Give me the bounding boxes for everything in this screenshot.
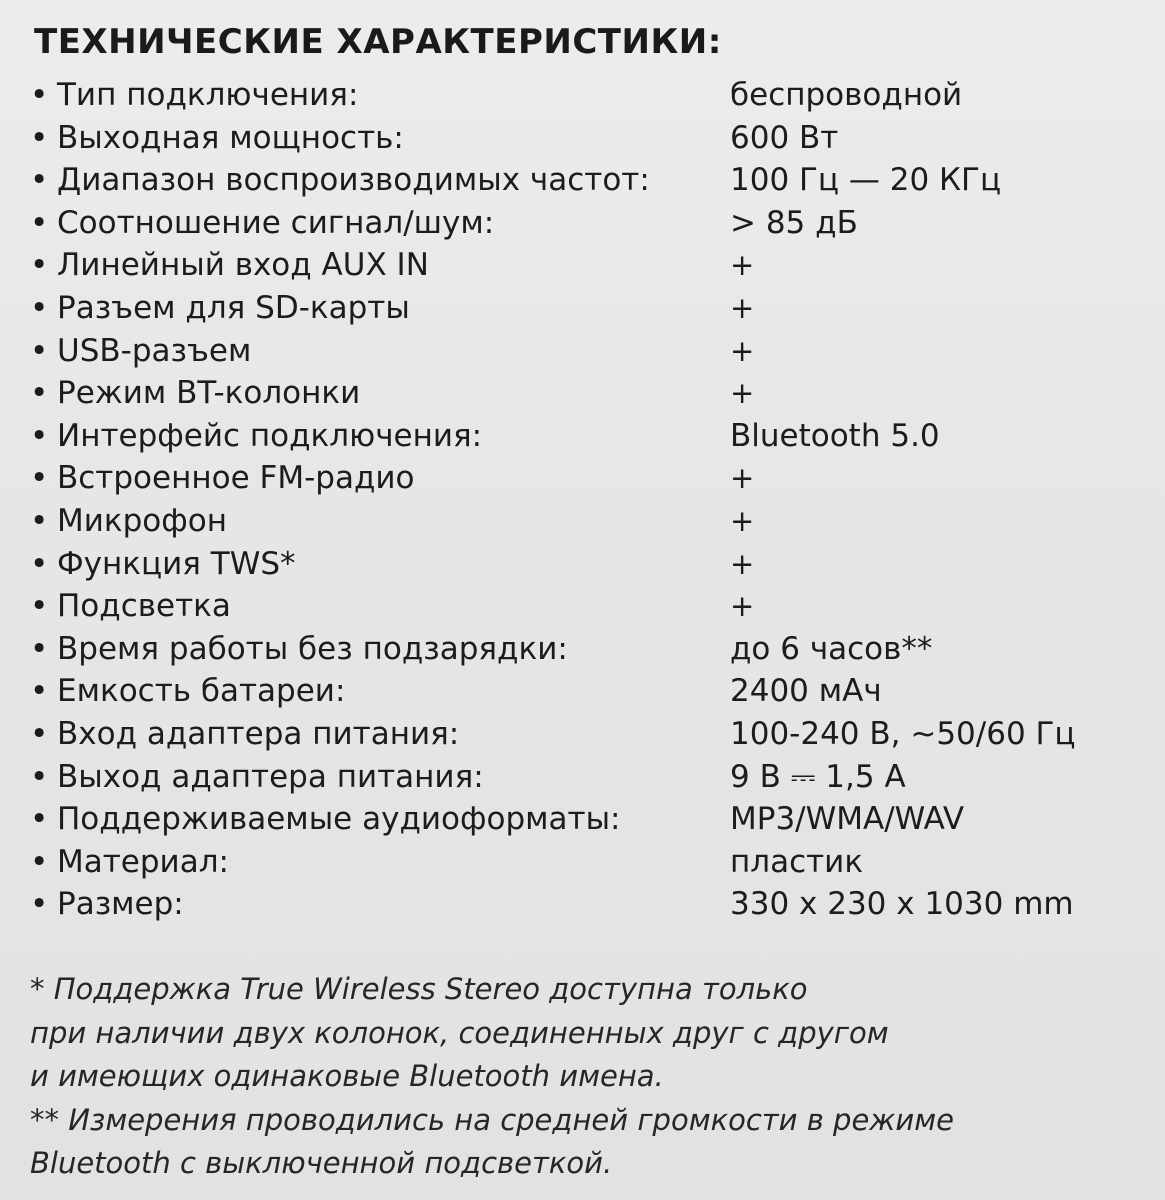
spec-row-usb xyxy=(30,330,1140,373)
spec-row-fm-radio xyxy=(30,457,1140,500)
bullet: • xyxy=(30,801,49,838)
spec-label: Соотношение сигнал/шум: xyxy=(57,204,495,241)
bullet: • xyxy=(30,77,49,113)
spec-label: Время работы без подзарядки: xyxy=(57,630,568,667)
footnote-line: Bluetooth с выключенной подсветкой. xyxy=(30,1146,613,1180)
spec-row-backlight xyxy=(30,585,1140,628)
spec-value: + xyxy=(730,376,755,411)
spec-label: Микрофон xyxy=(57,502,228,539)
spec-value: > 85 дБ xyxy=(730,204,858,241)
spec-label: Поддерживаемые аудиоформаты: xyxy=(57,801,621,838)
spec-value: 100 Гц — 20 КГц xyxy=(730,162,1002,199)
spec-row-audio-formats xyxy=(30,798,1140,841)
spec-row-battery-capacity xyxy=(30,670,1140,713)
bullet: • xyxy=(30,886,49,923)
spec-value: Bluetooth 5.0 xyxy=(730,417,940,454)
bullet: • xyxy=(30,204,49,241)
spec-value: пластик xyxy=(730,843,864,880)
bullet: • xyxy=(30,332,49,369)
spec-label: Тип подключения: xyxy=(57,77,359,113)
bullet: • xyxy=(30,843,49,880)
spec-row-bt-speaker-mode xyxy=(30,372,1140,415)
spec-label: Вход адаптера питания: xyxy=(57,715,460,752)
bullet: • xyxy=(30,119,49,156)
spec-row-battery-life xyxy=(30,628,1140,671)
spec-value: 100-240 В, ~50/60 Гц xyxy=(730,715,1076,752)
bullet: • xyxy=(30,588,49,625)
spec-label: USB-разъем xyxy=(57,332,252,369)
spec-value: + xyxy=(730,248,755,283)
spec-row-size xyxy=(30,883,1140,926)
spec-label: Размер: xyxy=(57,886,184,923)
page-title: ТЕХНИЧЕСКИЕ ХАРАКТЕРИСТИКИ: xyxy=(34,22,722,62)
spec-label: Материал: xyxy=(57,843,229,880)
spec-value: 9 В ⎓ 1,5 А xyxy=(730,758,906,795)
spec-value: 600 Вт xyxy=(730,119,839,156)
footnote-line: и имеющих одинаковые Bluetooth имена. xyxy=(30,1059,664,1093)
spec-label: Выходная мощность: xyxy=(57,119,404,156)
bullet: • xyxy=(30,715,49,752)
spec-row-tws xyxy=(30,543,1140,586)
footnote-line: при наличии двух колонок, соединенных друг с другом xyxy=(30,1015,889,1050)
spec-row-material xyxy=(30,841,1140,884)
spec-label: Емкость батареи: xyxy=(57,673,346,710)
spec-label: Интерфейс подключения: xyxy=(57,417,483,454)
spec-value: 330 x 230 x 1030 mm xyxy=(730,886,1074,923)
bullet: • xyxy=(30,673,49,710)
spec-row-aux-in xyxy=(30,244,1140,287)
bullet: • xyxy=(30,758,49,795)
bullet: • xyxy=(30,375,49,412)
spec-row-snr xyxy=(30,202,1140,245)
spec-row-sd-card xyxy=(30,287,1140,330)
spec-value: до 6 часов** xyxy=(730,630,933,667)
spec-row-connection-type xyxy=(30,74,1140,117)
spec-row-output-power xyxy=(30,117,1140,160)
spec-value: + xyxy=(730,546,755,581)
spec-label: Функция TWS* xyxy=(57,545,296,582)
spec-row-adapter-output xyxy=(30,756,1140,799)
spec-row-interface xyxy=(30,415,1140,458)
spec-row-adapter-input xyxy=(30,713,1140,756)
spec-value: + xyxy=(730,461,755,496)
bullet: • xyxy=(30,502,49,539)
spec-label: Разъем для SD-карты xyxy=(57,289,410,326)
spec-value: MP3/WMA/WAV xyxy=(730,801,965,838)
spec-value: + xyxy=(730,333,755,368)
spec-list xyxy=(30,74,1140,926)
spec-row-frequency-range xyxy=(30,159,1140,202)
bullet: • xyxy=(30,630,49,667)
spec-label: Режим BT-колонки xyxy=(57,375,361,412)
spec-value: + xyxy=(730,589,755,624)
spec-value: 2400 мАч xyxy=(730,673,882,710)
spec-value: беспроводной xyxy=(730,77,963,113)
spec-value: + xyxy=(730,503,755,538)
spec-row-microphone xyxy=(30,500,1140,543)
spec-label: Линейный вход AUX IN xyxy=(57,247,429,284)
footnote-line: * Поддержка True Wireless Stereo доступна только xyxy=(30,972,808,1006)
spec-label: Встроенное FM-радио xyxy=(57,460,415,497)
bullet: • xyxy=(30,545,49,582)
spec-label: Диапазон воспроизводимых частот: xyxy=(57,162,650,199)
footnotes xyxy=(30,968,1140,1186)
spec-label: Выход адаптера питания: xyxy=(57,758,484,795)
spec-label: Подсветка xyxy=(57,588,231,625)
bullet: • xyxy=(30,247,49,284)
spec-value: + xyxy=(730,290,755,325)
footnote-line: ** Измерения проводились на средней громкости в режиме xyxy=(30,1102,954,1137)
bullet: • xyxy=(30,289,49,326)
bullet: • xyxy=(30,162,49,199)
bullet: • xyxy=(30,417,49,454)
bullet: • xyxy=(30,460,49,497)
